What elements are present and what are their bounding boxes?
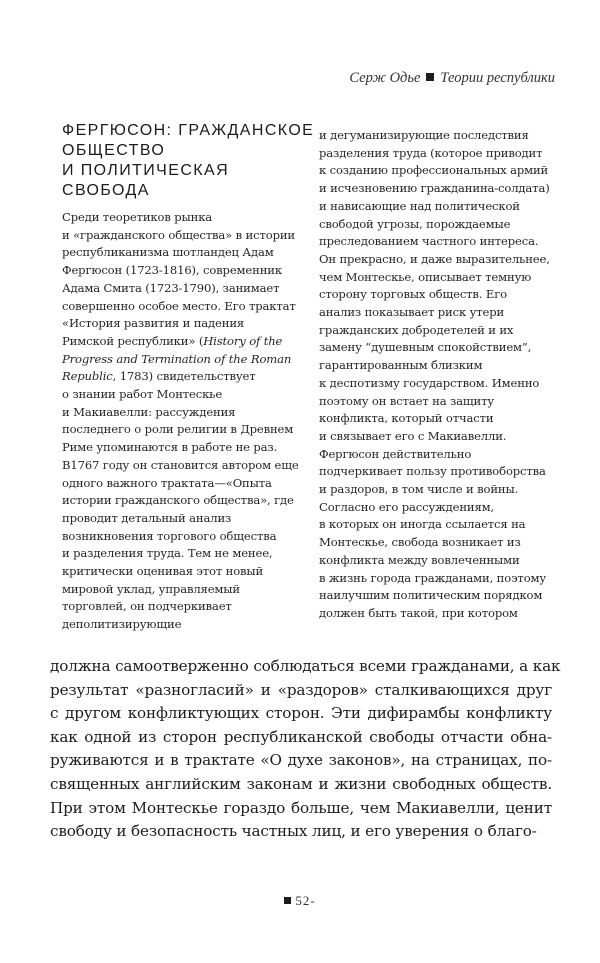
sidebar-line: Монтескье, свобода возникает из	[319, 535, 521, 550]
main-text-line: результат «разногласий» и «раздоров» сталкивающихся друг	[50, 680, 552, 699]
sidebar-line	[62, 333, 302, 351]
sidebar-line: Он прекрасно, и даже выразительнее,	[319, 251, 550, 266]
sidebar-line: совершенно особое место. Его трактат	[62, 298, 296, 313]
sidebar-line: мировой уклад, управляемый	[62, 581, 240, 596]
sidebar-line: должен быть такой, при котором	[319, 605, 518, 620]
sidebar-line-italic: History of the	[203, 333, 283, 348]
sidebar-line: преследованием частного интереса.	[319, 234, 539, 249]
sidebar-line: «История развития и падения	[62, 316, 245, 331]
sidebar-line: наилучшим политическим порядком	[319, 588, 543, 603]
sidebar-line: сторону торговых обществ. Его	[319, 287, 507, 302]
running-head	[0, 70, 555, 87]
page-number-suffix: -	[310, 893, 316, 908]
sidebar-line: и исчезновению гражданина-солдата)	[319, 181, 550, 196]
sidebar-line: В1767 году он становится автором еще	[62, 457, 299, 472]
square-bullet-icon	[426, 73, 434, 81]
running-head-author: Серж Одье	[349, 70, 421, 86]
sidebar-line: Адама Смита (1723-1790), занимает	[62, 280, 280, 295]
sidebar-line: Среди теоретиков рынка	[62, 210, 213, 224]
page-number-value: 52	[295, 893, 311, 908]
main-text-line: руживаются и в трактате «О духе законов», на страницах, по-	[50, 751, 552, 770]
sidebar-line: деполитизирующие	[62, 617, 182, 632]
sidebar-line: чем Монтескье, описывает темную	[319, 269, 532, 284]
sidebar-title-line: ФЕРГЮСОН: ГРАЖДАНСКОЕ	[62, 122, 315, 139]
sidebar-line: Фергюсон действительно	[319, 446, 472, 461]
sidebar-line: разделения труда (которое приводит	[319, 145, 543, 160]
page-number	[0, 893, 600, 909]
sidebar-right-column	[319, 127, 564, 623]
sidebar-line: и связывает его с Макиавелли.	[319, 428, 507, 443]
sidebar-line: истории гражданского общества», где	[62, 493, 294, 508]
sidebar-line: одного важного трактата—«Опыта	[62, 475, 272, 490]
sidebar-line-italic: Progress and Termination of the Roman	[62, 351, 292, 366]
sidebar-line: Фергюсон (1723-1816), современник	[62, 263, 282, 278]
sidebar-line: и разделения труда. Тем не менее,	[62, 546, 273, 561]
sidebar-line: и раздоров, в том числе и войны.	[319, 482, 519, 497]
sidebar-line: Риме упоминаются в работе не раз.	[62, 440, 278, 455]
main-text-line: как одной из сторон республиканской свободы отчасти обна-	[50, 727, 552, 746]
sidebar-line: конфликта, который отчасти	[319, 411, 494, 426]
sidebar-title-line: ОБЩЕСТВО	[62, 142, 166, 159]
main-text-line: должна самоотверженно соблюдаться всеми гражданами, а как	[50, 657, 561, 675]
main-text-line: При этом Монтескье гораздо больше, чем Макиавелли, ценит	[50, 798, 552, 817]
sidebar-line: критически оценивая этот новый	[62, 564, 264, 579]
sidebar-line: подчеркивает пользу противоборства	[319, 464, 546, 479]
sidebar-line: торговлей, он подчеркивает	[62, 599, 232, 614]
sidebar-line: поэтому он встает на защиту	[319, 393, 495, 408]
sidebar-line: в которых он иногда ссылается на	[319, 517, 526, 532]
sidebar-line: замену “душевным спокойствием”,	[319, 340, 532, 355]
sidebar-line: свободой угрозы, порождаемые	[319, 216, 511, 231]
sidebar-line: возникновения торгового общества	[62, 528, 277, 543]
sidebar-line: гражданских добродетелей и их	[319, 322, 514, 337]
square-bullet-icon	[284, 897, 291, 904]
sidebar-line: и нависающие над политической	[319, 198, 520, 213]
sidebar-line: Согласно его рассуждениям,	[319, 499, 495, 514]
sidebar-line: и Макиавелли: рассуждения	[62, 404, 236, 419]
main-text-line: свободу и безопасность частных лиц, и его уверения о благо-	[50, 822, 537, 841]
sidebar-title	[62, 121, 315, 201]
sidebar-line: конфликта между вовлеченными	[319, 552, 520, 567]
sidebar-line-text: Римской республики» (	[62, 333, 204, 348]
sidebar-title-line: СВОБОДА	[62, 182, 150, 199]
main-paragraph	[50, 655, 561, 844]
sidebar-line: последнего о роли религии в Древнем	[62, 422, 294, 437]
sidebar-line: анализ показывает риск утери	[319, 305, 505, 320]
sidebar-line: республиканизма шотландец Адам	[62, 245, 274, 260]
sidebar-line-italic: Republic	[62, 369, 113, 384]
sidebar-line: и дегуманизирующие последствия	[319, 128, 529, 142]
sidebar-left-column	[62, 209, 302, 634]
sidebar-line: и «гражданского общества» в истории	[62, 227, 295, 242]
sidebar-line-text: , 1783) свидетельствует	[112, 369, 256, 384]
sidebar-line	[62, 351, 302, 369]
sidebar-line: в жизнь города гражданами, поэтому	[319, 570, 547, 585]
sidebar-line: гарантированным близким	[319, 358, 483, 373]
sidebar-line	[62, 368, 302, 386]
sidebar-title-line: И ПОЛИТИЧЕСКАЯ	[62, 162, 230, 179]
sidebar-line: к деспотизму государством. Именно	[319, 375, 540, 390]
sidebar-line: о знании работ Монтескье	[62, 387, 223, 402]
running-head-book-title: Теории республики	[440, 70, 555, 86]
sidebar-line: к созданию профессиональных армий	[319, 163, 549, 178]
sidebar-line: проводит детальный анализ	[62, 510, 232, 525]
main-text-line: с другом конфликтующих сторон. Эти дифирамбы конфликту	[50, 704, 552, 723]
main-text-line: священных английским законам и жизни свободных обществ.	[50, 774, 552, 793]
